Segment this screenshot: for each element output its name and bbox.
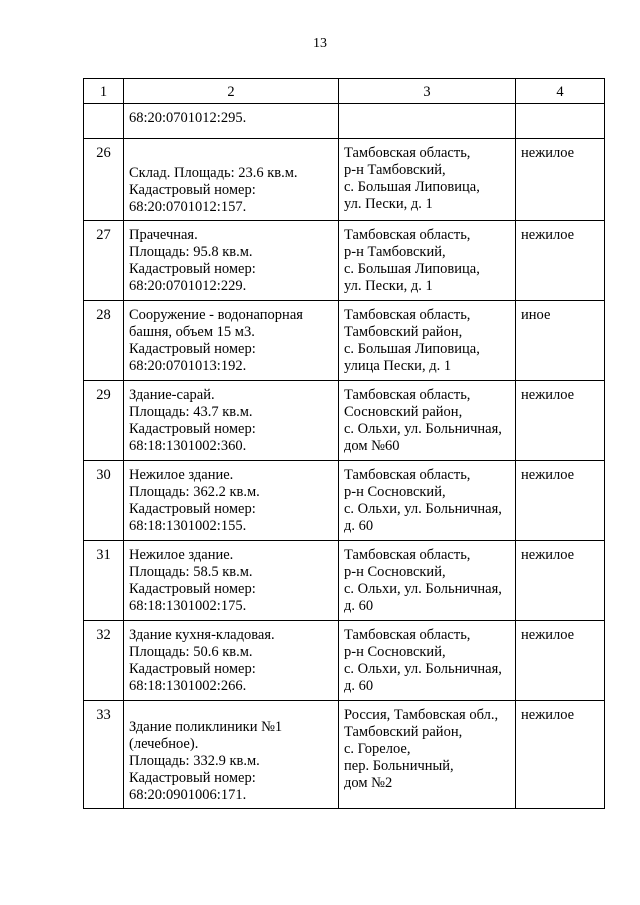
address-line: Тамбовская область, [344,145,471,161]
address-line: пер. Больничный, [344,758,454,774]
address-line: р-н Сосновский, [344,484,446,500]
address-line: Тамбовская область, [344,627,471,643]
address-line: с. Большая Липовица, [344,261,480,277]
address-line: Тамбовская область, [344,307,471,323]
object-description [124,701,339,809]
address-line: р-н Тамбовский, [344,162,446,178]
address-line: Сосновский район, [344,404,463,420]
object-line: 68:18:1301002:175. [129,598,247,614]
object-line: Кадастровый номер: [129,182,256,198]
object-address [339,461,516,541]
row-number: 32 [84,621,124,701]
object-line: Здание-сарай. [129,387,215,403]
object-line: 68:18:1301002:266. [129,678,247,694]
object-type: нежилое [516,541,605,621]
row-number: 29 [84,381,124,461]
table-row [84,541,605,621]
table-row [84,221,605,301]
object-address [339,139,516,221]
object-line: (лечебное). [129,736,199,752]
object-line: Площадь: 362.2 кв.м. [129,484,260,500]
object-description [124,104,339,139]
object-address [339,381,516,461]
address-line: Тамбовская область, [344,547,471,563]
address-line: Тамбовская область, [344,467,471,483]
address-line: Тамбовский район, [344,724,463,740]
object-address [339,541,516,621]
object-description [124,139,339,221]
address-line: р-н Сосновский, [344,644,446,660]
object-line: Прачечная. [129,227,198,243]
object-type: нежилое [516,701,605,809]
object-type: нежилое [516,621,605,701]
table-row [84,301,605,381]
object-line: 68:20:0701012:157. [129,199,247,215]
address-line: с. Ольхи, ул. Больничная, [344,581,502,597]
object-line: Кадастровый номер: [129,421,256,437]
object-line: 68:20:0701013:192. [129,358,247,374]
object-line: Кадастровый номер: [129,501,256,517]
object-line: 68:18:1301002:155. [129,518,247,534]
table-row [84,461,605,541]
header-col-3: 3 [339,79,516,104]
object-line: Кадастровый номер: [129,581,256,597]
header-col-1: 1 [84,79,124,104]
table-row [84,139,605,221]
address-line: ул. Пески, д. 1 [344,196,433,212]
object-type [516,104,605,139]
address-line: р-н Сосновский, [344,564,446,580]
object-type: нежилое [516,139,605,221]
object-line: Площадь: 50.6 кв.м. [129,644,253,660]
object-description [124,381,339,461]
object-description [124,301,339,381]
address-line: с. Ольхи, ул. Больничная, [344,421,502,437]
object-type: нежилое [516,461,605,541]
object-description [124,461,339,541]
object-address [339,221,516,301]
row-number: 26 [84,139,124,221]
object-line: Площадь: 95.8 кв.м. [129,244,253,260]
object-type: нежилое [516,221,605,301]
object-line: башня, объем 15 м3. [129,324,255,340]
address-line: Тамбовская область, [344,227,471,243]
object-address [339,301,516,381]
address-line: ул. Пески, д. 1 [344,278,433,294]
row-number: 33 [84,701,124,809]
row-number: 30 [84,461,124,541]
address-line: Тамбовский район, [344,324,463,340]
address-line: д. 60 [344,598,374,614]
row-number: 27 [84,221,124,301]
address-line: улица Пески, д. 1 [344,358,452,374]
address-line: Тамбовская область, [344,387,471,403]
header-col-2: 2 [124,79,339,104]
object-line: Нежилое здание. [129,467,234,483]
address-line: д. 60 [344,678,374,694]
object-address [339,621,516,701]
address-line: с. Большая Липовица, [344,179,480,195]
address-line: дом №60 [344,438,400,454]
object-line: 68:20:0701012:229. [129,278,247,294]
object-line: 68:20:0701012:295. [129,110,247,126]
object-line: Кадастровый номер: [129,341,256,357]
object-line: 68:20:0901006:171. [129,787,247,803]
object-line: Кадастровый номер: [129,661,256,677]
address-line: дом №2 [344,775,393,791]
table-header-row [84,79,605,104]
row-number: 28 [84,301,124,381]
object-line: Кадастровый номер: [129,261,256,277]
object-line: Склад. Площадь: 23.6 кв.м. [129,165,298,181]
object-type: нежилое [516,381,605,461]
address-line: с. Ольхи, ул. Больничная, [344,501,502,517]
row-number [84,104,124,139]
object-line: Площадь: 332.9 кв.м. [129,753,260,769]
object-line: Площадь: 43.7 кв.м. [129,404,253,420]
address-line: р-н Тамбовский, [344,244,446,260]
table-row [84,104,605,139]
object-line: Здание поликлиники №1 [129,719,283,735]
object-line: Площадь: 58.5 кв.м. [129,564,253,580]
object-address [339,701,516,809]
object-description [124,221,339,301]
address-line: с. Ольхи, ул. Больничная, [344,661,502,677]
object-line: Здание кухня-кладовая. [129,627,275,643]
object-description [124,541,339,621]
object-line: Нежилое здание. [129,547,234,563]
table-row [84,701,605,809]
property-table [83,78,605,809]
object-line: 68:18:1301002:360. [129,438,247,454]
object-type: иное [516,301,605,381]
object-address [339,104,516,139]
table-row [84,381,605,461]
address-line: с. Большая Липовица, [344,341,480,357]
header-col-4: 4 [516,79,605,104]
address-line: с. Горелое, [344,741,411,757]
address-line: Россия, Тамбовская обл., [344,707,499,723]
table-row [84,621,605,701]
object-line: Сооружение - водонапорная [129,307,303,323]
object-line: Кадастровый номер: [129,770,256,786]
page-number: 13 [313,36,327,51]
object-description [124,621,339,701]
address-line: д. 60 [344,518,374,534]
row-number: 31 [84,541,124,621]
